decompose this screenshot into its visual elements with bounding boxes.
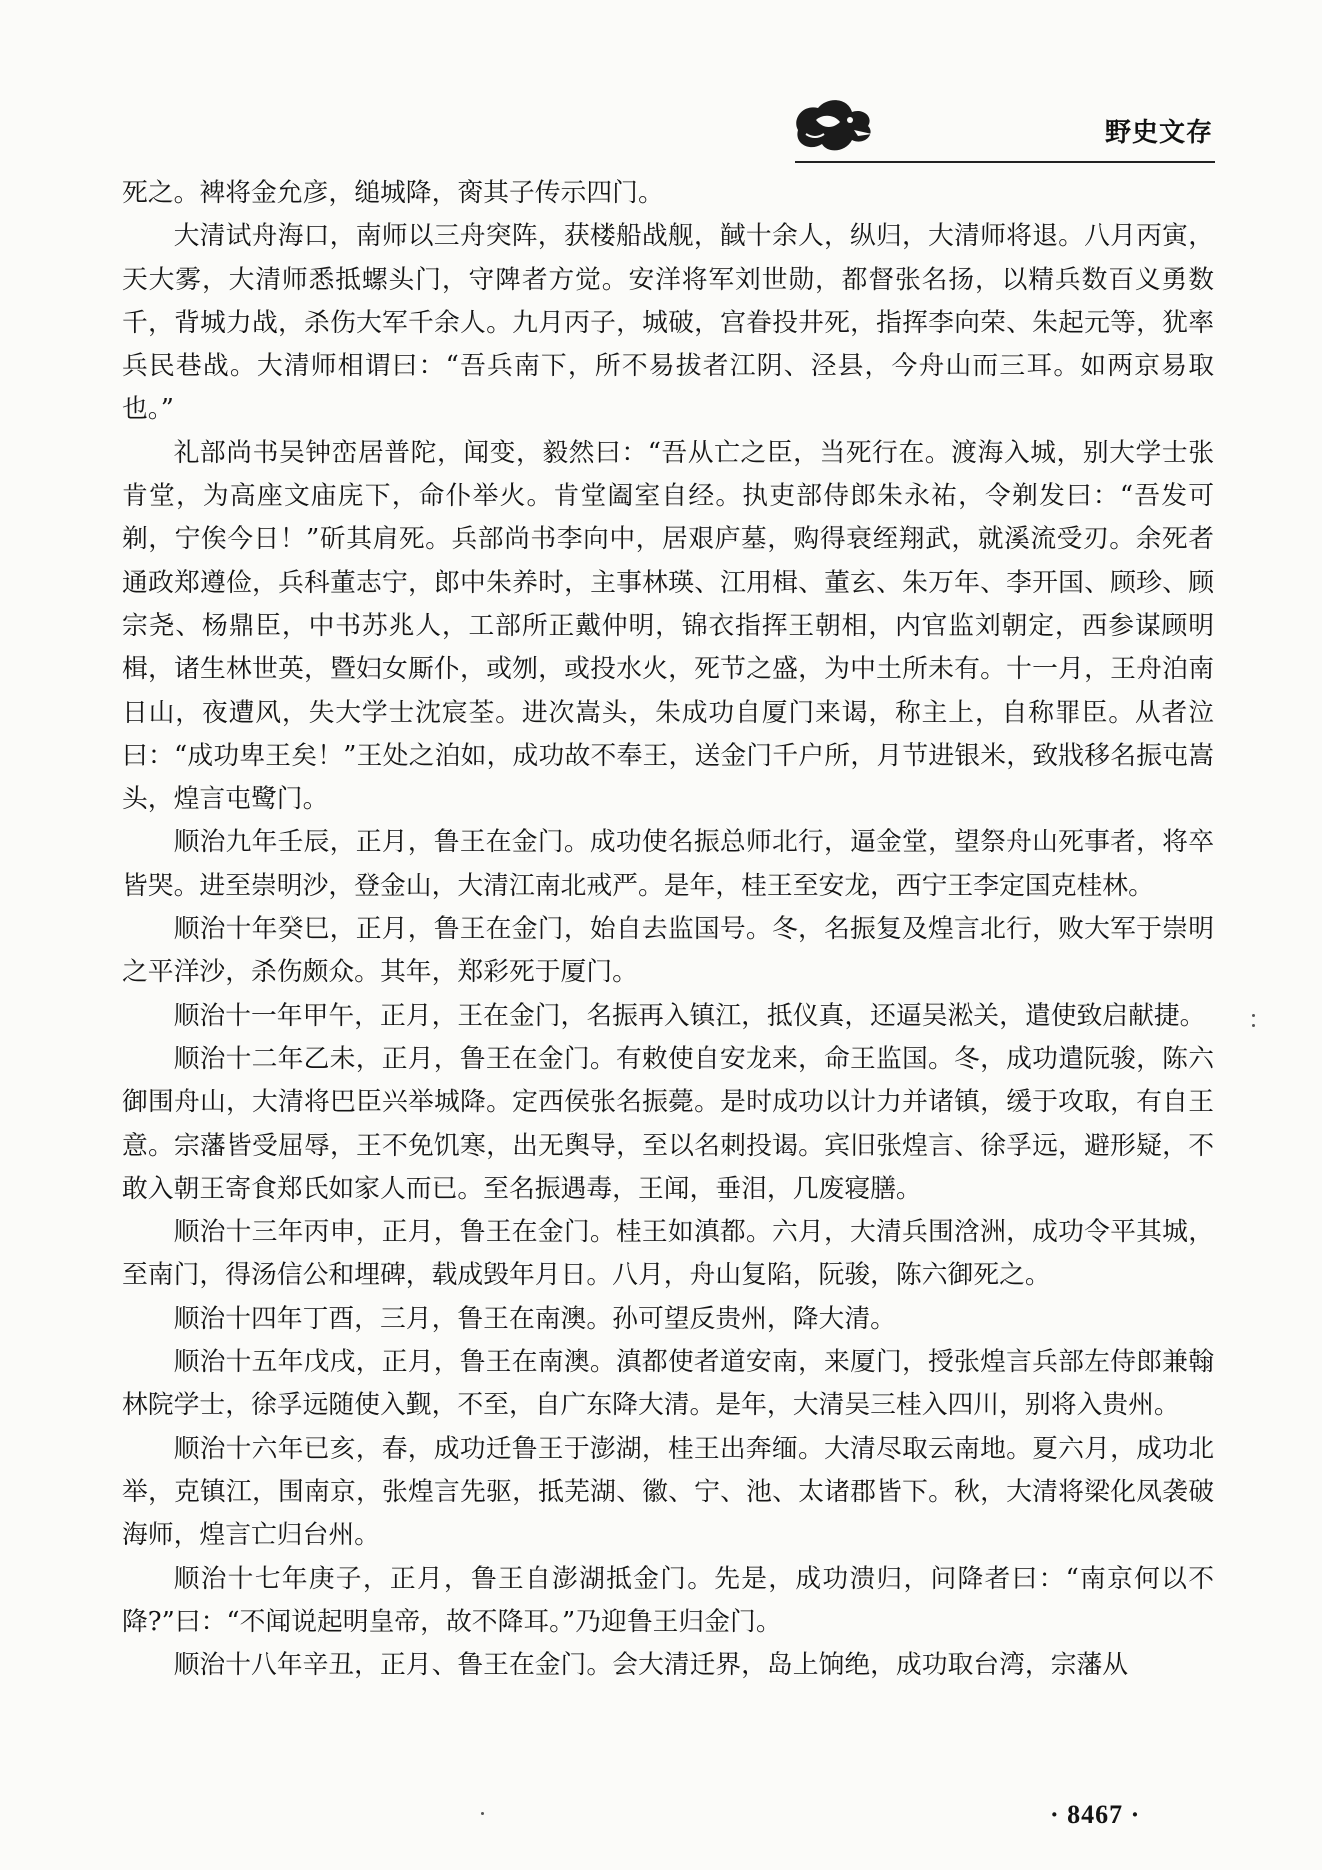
dragon-icon [788, 90, 876, 160]
print-speck [1252, 1014, 1255, 1017]
paragraph: 大清试舟海口，南师以三舟突阵，获楼船战舰，馘十余人，纵归，大清师将退。八月丙寅，天大雾，大清师悉抵螺头门，守陴者方觉。安洋将军刘世勋，都督张名扬，以精兵数百义勇数千，背城力战，杀伤大军千余人。九月丙子，城破，宫眷投井死，指挥李向荣、朱起元等，犹率兵民巷战。大清师相谓曰：“吾兵南下，所不易拔者江阴、泾县，今舟山而三耳。如两京易取也。” [122, 221, 1214, 425]
paragraph: 礼部尚书吴钟峦居普陀，闻变，毅然曰：“吾从亡之臣，当死行在。渡海入城，别大学士张肯堂，为高座文庙庑下，命仆举火。肯堂阖室自经。执吏部侍郎朱永祐，令剃发曰：“吾发可剃，宁俟今日！”斫其肩死。兵部尚书李向中，居艰庐墓，购得衰绖翔武，就溪流受刃。余死者通政郑遵俭，兵科董志宁，郎中朱养时，主事林瑛、江用楫、董玄、朱万年、李开国、顾珍、顾宗尧、杨鼎臣，中书苏兆人，工部所正戴仲明，锦衣指挥王朝相，内官监刘朝定，西参谋顾明楫，诸生林世英，暨妇女厮仆，或刎，或投水火，死节之盛，为中土所未有。十一月，王舟泊南日山，夜遭风，失大学士沈宸荃。进次嵩头，朱成功自厦门来谒，称主上，自称罪臣。从者泣曰：“成功卑王矣！”王处之泊如，成功故不奉王，送金门千户所，月节进银米，致戕移名振屯嵩头，煌言屯鹭门。 [122, 437, 1214, 815]
paragraph: 顺治十七年庚子，正月，鲁王自澎湖抵金门。先是，成功溃归，问降者曰：“南京何以不降?”曰：“不闻说起明皇帝，故不降耳。”乃迎鲁王归金门。 [122, 1563, 1214, 1637]
paragraph: 顺治十五年戊戌，正月，鲁王在南澳。滇都使者道安南，来厦门，授张煌言兵部左侍郎兼翰林院学士，徐孚远随使入觐，不至，自广东降大清。是年，大清吴三桂入四川，别将入贵州。 [122, 1347, 1214, 1421]
paragraph: 顺治十二年乙未，正月，鲁王在金门。有敕使自安龙来，命王监国。冬，成功遣阮骏，陈六御围舟山，大清将巴臣兴举城降。定西侯张名振薨。是时成功以计力并诸镇，缓于攻取，有自王意。宗藩皆受屈辱，王不免饥寒，出无舆导，至以名刺投谒。宾旧张煌言、徐孚远，避形疑，不敢入朝王寄食郑氏如家人而已。至名振遇毒，王闻，垂泪，几废寝膳。 [122, 1043, 1214, 1204]
print-speck [1252, 1024, 1255, 1027]
paragraph: 顺治十年癸巳，正月，鲁王在金门，始自去监国号。冬，名振复及煌言北行，败大军于崇明之平洋沙，杀伤颇众。其年，郑彩死于厦门。 [122, 914, 1214, 988]
paragraph: 顺治十六年已亥，春，成功迁鲁王于澎湖，桂王出奔缅。大清尽取云南地。夏六月，成功北举，克镇江，围南京，张煌言先驱，抵芜湖、徽、宁、池、太诸郡皆下。秋，大清将梁化凤袭破海师，煌言亡归台州。 [122, 1433, 1214, 1551]
paragraph: 顺治十一年甲午，正月，王在金门，名振再入镇江，抵仪真，还逼吴淞关，遣使致启献捷。 [173, 1000, 1206, 1031]
print-speck [481, 1812, 484, 1815]
paragraph: 死之。裨将金允彦，缒城降，脔其子传示四门。 [122, 178, 664, 208]
page-number: · 8467 · [1050, 1800, 1141, 1829]
running-header-title: 野史文存 [1105, 118, 1214, 148]
paragraph: 顺治十八年辛丑，正月、鲁王在金门。会大清迁界，岛上饷绝，成功取台湾，宗藩从 [173, 1650, 1129, 1681]
paragraph: 顺治十三年丙申，正月，鲁王在金门。桂王如滇都。六月，大清兵围浛洲，成功令平其城，至南门，得汤信公和埋碑，载成毁年月日。八月，舟山复陷，阮骏，陈六御死之。 [122, 1217, 1214, 1291]
body-text [122, 172, 1214, 1687]
paragraph: 顺治九年壬辰，正月，鲁王在金门。成功使名振总师北行，逼金堂，望祭舟山死事者，将卒皆哭。进至崇明沙，登金山，大清江南北戒严。是年，桂王至安龙，西宁王李定国克桂林。 [122, 827, 1214, 901]
paragraph: 顺治十四年丁酉，三月，鲁王在南澳。孙可望反贵州，降大清。 [173, 1303, 896, 1334]
header-rule [795, 161, 1215, 163]
